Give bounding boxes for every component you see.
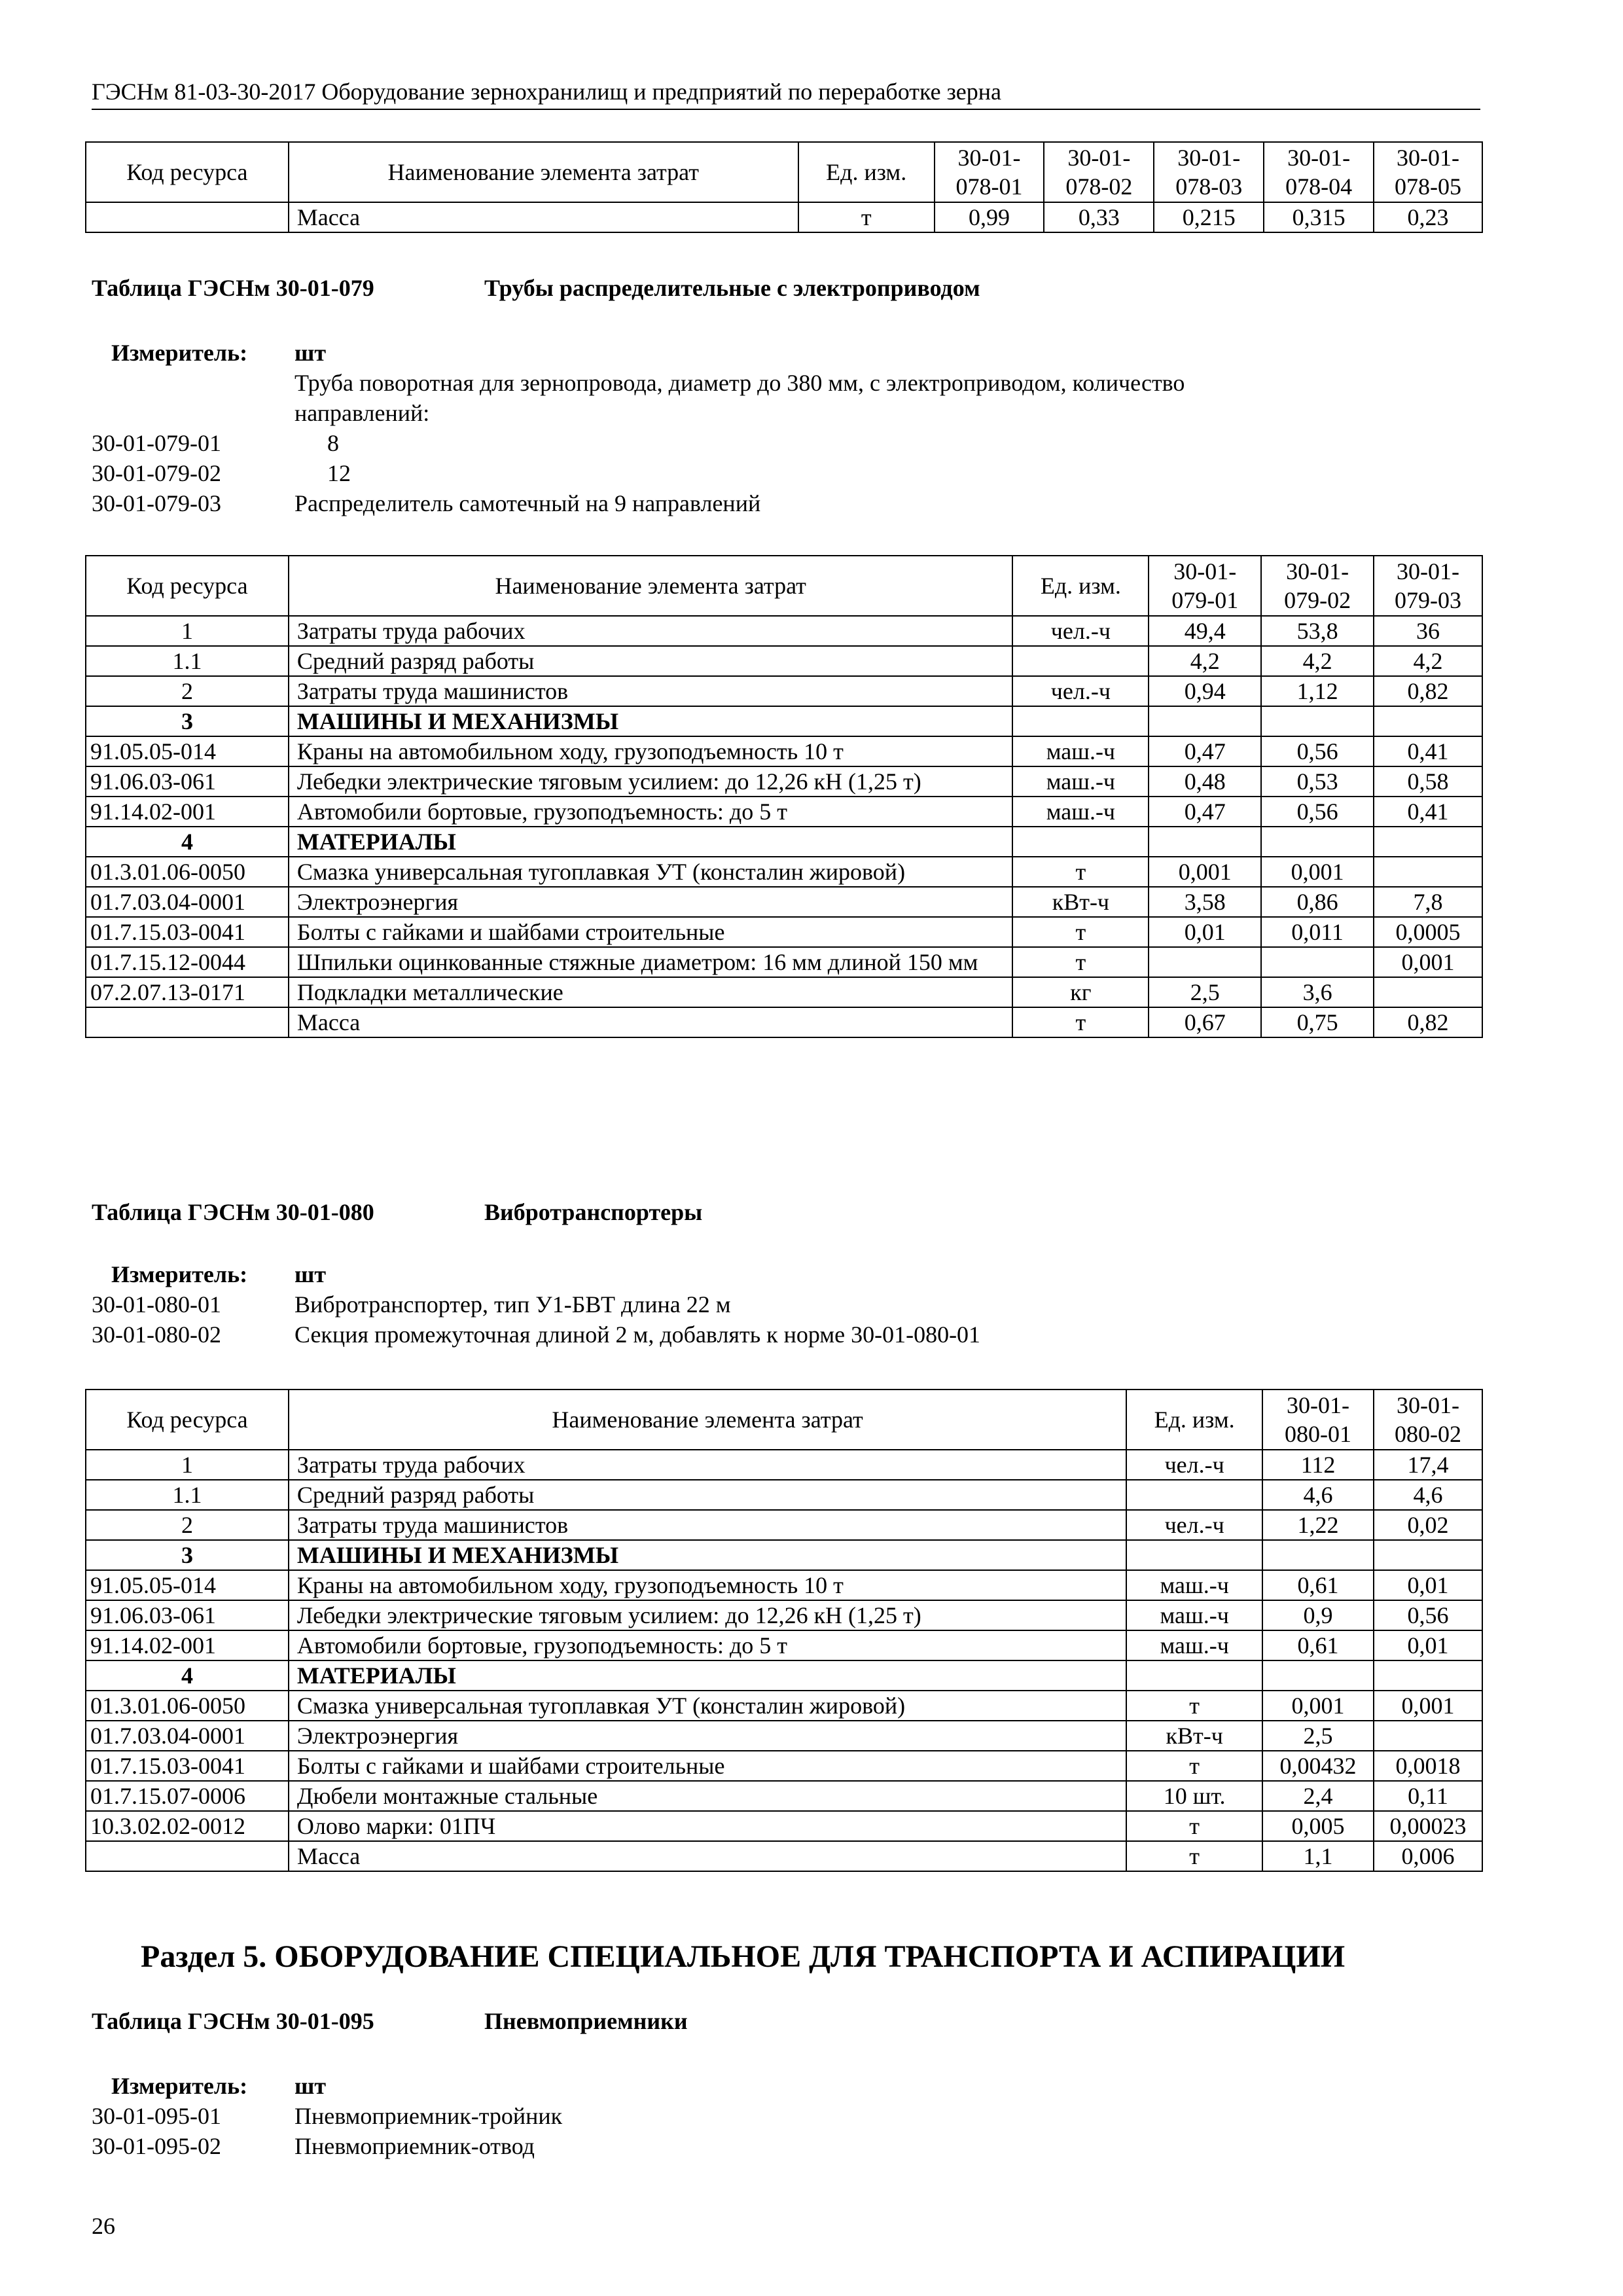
meter-unit: шт	[294, 340, 327, 366]
col-header: 30-01- 079-03	[1374, 556, 1482, 616]
cell-value: 0,001	[1261, 857, 1374, 887]
cell-code: 1	[86, 1450, 289, 1480]
cell-value: 0,94	[1149, 676, 1261, 706]
norm-text: Пневмоприемник-тройник	[294, 2103, 563, 2129]
cell-unit	[1126, 1540, 1262, 1570]
table-row	[86, 706, 1482, 736]
table-row	[86, 1721, 1482, 1751]
cell-unit: т	[1012, 857, 1149, 887]
cell-value: 1,12	[1261, 676, 1374, 706]
table-078-cont	[85, 141, 1483, 233]
meter-label: Измеритель:	[111, 340, 248, 366]
cell-value: 0,006	[1374, 1841, 1482, 1871]
cell-value: 0,75	[1261, 1007, 1374, 1037]
col-header: 30-01- 078-01	[935, 142, 1044, 202]
cell-name: Шпильки оцинкованные стяжные диаметром: 16 мм длиной 150 мм	[289, 947, 1013, 977]
table-row	[86, 766, 1482, 797]
cell-value: 0,215	[1154, 202, 1264, 232]
cell-code: 01.7.15.12-0044	[86, 947, 289, 977]
cell-value: 0,0018	[1374, 1751, 1482, 1781]
cell-value: 0,00432	[1262, 1751, 1374, 1781]
cell-unit: чел.-ч	[1126, 1450, 1262, 1480]
cell-unit: чел.-ч	[1012, 616, 1149, 646]
cell-value: 0,41	[1374, 797, 1482, 827]
cell-value: 112	[1262, 1450, 1374, 1480]
cell-name: Масса	[289, 1841, 1126, 1871]
cell-code: 1	[86, 616, 289, 646]
cell-unit: т	[1012, 1007, 1149, 1037]
norm-text: Распределитель самотечный на 9 направлений	[294, 490, 761, 516]
cell-value: 0,011	[1261, 917, 1374, 947]
cell-name: Средний разряд работы	[289, 646, 1013, 676]
cell-unit: кг	[1012, 977, 1149, 1007]
cell-unit	[1012, 706, 1149, 736]
col-header: Код ресурса	[86, 1390, 289, 1450]
table-095-title	[92, 2007, 688, 2036]
table-row	[86, 1600, 1482, 1630]
table-row	[86, 736, 1482, 766]
table-row	[86, 1781, 1482, 1811]
table-row	[86, 947, 1482, 977]
cell-code: 3	[86, 1540, 289, 1570]
norm-code: 30-01-079-03	[92, 490, 221, 516]
cell-value: 0,001	[1374, 1691, 1482, 1721]
cell-value: 3,6	[1261, 977, 1374, 1007]
cell-name: Болты с гайками и шайбами строительные	[289, 1751, 1126, 1781]
cell-code: 2	[86, 1510, 289, 1540]
meter-label: Измеритель:	[111, 1261, 248, 1287]
table-row	[86, 1751, 1482, 1781]
cell-value	[1374, 857, 1482, 887]
cell-value	[1149, 947, 1261, 977]
cell-value: 17,4	[1374, 1450, 1482, 1480]
table-row	[86, 977, 1482, 1007]
table-095-meter	[92, 2071, 1479, 2161]
cell-name: Болты с гайками и шайбами строительные	[289, 917, 1013, 947]
table-row	[86, 1660, 1482, 1691]
cell-unit: маш.-ч	[1012, 797, 1149, 827]
norm-code: 30-01-095-01	[92, 2103, 221, 2129]
cell-code: 01.3.01.06-0050	[86, 857, 289, 887]
cell-value	[1262, 1660, 1374, 1691]
cell-name: Краны на автомобильном ходу, грузоподъемность 10 т	[289, 736, 1013, 766]
cell-value: 0,56	[1261, 736, 1374, 766]
table-header-row	[86, 1390, 1482, 1450]
cell-value: 3,58	[1149, 887, 1261, 917]
cell-name: МАШИНЫ И МЕХАНИЗМЫ	[289, 706, 1013, 736]
cell-unit	[1012, 646, 1149, 676]
cell-value: 0,82	[1374, 676, 1482, 706]
col-header: Код ресурса	[86, 142, 289, 202]
table-row	[86, 1841, 1482, 1871]
cell-name: Подкладки металлические	[289, 977, 1013, 1007]
cell-name: Электроэнергия	[289, 1721, 1126, 1751]
cell-value: 0,33	[1044, 202, 1154, 232]
cell-value: 0,0005	[1374, 917, 1482, 947]
cell-name: Дюбели монтажные стальные	[289, 1781, 1126, 1811]
cell-unit: 10 шт.	[1126, 1781, 1262, 1811]
cell-code: 01.7.15.03-0041	[86, 1751, 289, 1781]
cell-value: 0,02	[1374, 1510, 1482, 1540]
col-header: 30-01- 080-02	[1374, 1390, 1482, 1450]
cell-name: Олово марки: 01ПЧ	[289, 1811, 1126, 1841]
cell-name: Затраты труда машинистов	[289, 676, 1013, 706]
meter-unit: шт	[294, 2073, 327, 2099]
cell-value: 0,11	[1374, 1781, 1482, 1811]
table-row	[86, 1630, 1482, 1660]
table-row	[86, 1570, 1482, 1600]
norm-text: Секция промежуточная длиной 2 м, добавлять к норме 30-01-080-01	[294, 1321, 981, 1348]
col-header: Ед. изм.	[1012, 556, 1149, 616]
table-row	[86, 1480, 1482, 1510]
cell-value	[1262, 1540, 1374, 1570]
cell-value	[1374, 1721, 1482, 1751]
cell-value: 0,001	[1374, 947, 1482, 977]
table-number: Таблица ГЭСНм 30-01-079	[92, 275, 374, 301]
cell-name: Средний разряд работы	[289, 1480, 1126, 1510]
cell-unit: кВт-ч	[1012, 887, 1149, 917]
cell-code: 01.7.03.04-0001	[86, 887, 289, 917]
cell-code	[86, 1007, 289, 1037]
cell-code: 91.05.05-014	[86, 736, 289, 766]
cell-value	[1374, 706, 1482, 736]
cell-value: 0,47	[1149, 736, 1261, 766]
cell-code: 1.1	[86, 646, 289, 676]
cell-unit: маш.-ч	[1012, 766, 1149, 797]
cell-value: 0,86	[1261, 887, 1374, 917]
col-header: 30-01- 078-05	[1374, 142, 1482, 202]
cell-code: 2	[86, 676, 289, 706]
norm-text: Вибротранспортер, тип У1-БВТ длина 22 м	[294, 1291, 731, 1318]
table-row	[86, 797, 1482, 827]
cell-unit: маш.-ч	[1126, 1600, 1262, 1630]
cell-value: 4,2	[1261, 646, 1374, 676]
cell-value: 0,48	[1149, 766, 1261, 797]
cell-value: 2,4	[1262, 1781, 1374, 1811]
table-row	[86, 857, 1482, 887]
norm-text: 8	[327, 430, 339, 456]
cell-value: 0,01	[1374, 1630, 1482, 1660]
cell-value	[1261, 947, 1374, 977]
table-number: Таблица ГЭСНм 30-01-080	[92, 1199, 374, 1225]
cell-value: 2,5	[1262, 1721, 1374, 1751]
cell-unit: чел.-ч	[1126, 1510, 1262, 1540]
cell-name: Краны на автомобильном ходу, грузоподъемность 10 т	[289, 1570, 1126, 1600]
cell-value	[1149, 827, 1261, 857]
cell-value: 0,01	[1149, 917, 1261, 947]
cell-value	[1261, 827, 1374, 857]
table-row	[86, 1510, 1482, 1540]
cell-code: 07.2.07.13-0171	[86, 977, 289, 1007]
norm-code: 30-01-080-01	[92, 1291, 221, 1318]
cell-unit: т	[1126, 1751, 1262, 1781]
cell-unit: т	[1012, 917, 1149, 947]
cell-value: 36	[1374, 616, 1482, 646]
cell-name: Автомобили бортовые, грузоподъемность: до 5 т	[289, 1630, 1126, 1660]
table-name: Трубы распределительные с электроприводом	[484, 275, 980, 301]
cell-name: Автомобили бортовые, грузоподъемность: до 5 т	[289, 797, 1013, 827]
cell-value: 0,00023	[1374, 1811, 1482, 1841]
table-header-row	[86, 556, 1482, 616]
table-079-meter	[92, 338, 1479, 518]
cell-value	[1374, 1540, 1482, 1570]
cell-code	[86, 1841, 289, 1871]
norm-code: 30-01-079-02	[92, 460, 221, 486]
table-row	[86, 646, 1482, 676]
cell-unit	[1012, 827, 1149, 857]
cell-value: 1,1	[1262, 1841, 1374, 1871]
cell-code: 91.14.02-001	[86, 797, 289, 827]
cell-unit: т	[1012, 947, 1149, 977]
cell-value: 0,315	[1264, 202, 1374, 232]
meter-description: направлений:	[294, 400, 430, 426]
table-header-row	[86, 142, 1482, 202]
col-header: Код ресурса	[86, 556, 289, 616]
cell-name: Масса	[289, 1007, 1013, 1037]
table-080-title	[92, 1198, 703, 1227]
meter-description: Труба поворотная для зернопровода, диаметр до 380 мм, с электроприводом, количество	[294, 370, 1185, 396]
cell-value: 2,5	[1149, 977, 1261, 1007]
cell-value	[1374, 827, 1482, 857]
table-080	[85, 1389, 1483, 1872]
cell-unit	[1126, 1480, 1262, 1510]
cell-code: 91.05.05-014	[86, 1570, 289, 1600]
table-number: Таблица ГЭСНм 30-01-095	[92, 2008, 374, 2034]
col-header: Ед. изм.	[798, 142, 935, 202]
table-row	[86, 917, 1482, 947]
cell-name: Затраты труда рабочих	[289, 616, 1013, 646]
col-header: 30-01- 079-02	[1261, 556, 1374, 616]
cell-name: МАТЕРИАЛЫ	[289, 1660, 1126, 1691]
table-row	[86, 1540, 1482, 1570]
cell-code	[86, 202, 289, 232]
norm-code: 30-01-095-02	[92, 2133, 221, 2159]
table-row	[86, 676, 1482, 706]
cell-name: Электроэнергия	[289, 887, 1013, 917]
cell-code: 01.7.15.03-0041	[86, 917, 289, 947]
col-header: 30-01- 080-01	[1262, 1390, 1374, 1450]
cell-value	[1149, 706, 1261, 736]
cell-value: 53,8	[1261, 616, 1374, 646]
cell-name: Лебедки электрические тяговым усилием: до 12,26 кН (1,25 т)	[289, 1600, 1126, 1630]
col-header: Наименование элемента затрат	[289, 142, 798, 202]
meter-label: Измеритель:	[111, 2073, 248, 2099]
table-row	[86, 1450, 1482, 1480]
cell-value: 7,8	[1374, 887, 1482, 917]
cell-value: 0,99	[935, 202, 1044, 232]
cell-value: 0,41	[1374, 736, 1482, 766]
col-header: Ед. изм.	[1126, 1390, 1262, 1450]
cell-code: 01.7.03.04-0001	[86, 1721, 289, 1751]
cell-code: 3	[86, 706, 289, 736]
col-header: Наименование элемента затрат	[289, 1390, 1126, 1450]
cell-unit: т	[1126, 1691, 1262, 1721]
section-title: Раздел 5. ОБОРУДОВАНИЕ СПЕЦИАЛЬНОЕ ДЛЯ ТРАНСПОРТА И АСПИРАЦИИ	[141, 1939, 1346, 1974]
cell-unit: кВт-ч	[1126, 1721, 1262, 1751]
col-header: Наименование элемента затрат	[289, 556, 1013, 616]
cell-value: 0,82	[1374, 1007, 1482, 1037]
table-row	[86, 1007, 1482, 1037]
table-row	[86, 887, 1482, 917]
cell-name: Затраты труда рабочих	[289, 1450, 1126, 1480]
cell-name: Смазка универсальная тугоплавкая УТ (консталин жировой)	[289, 1691, 1126, 1721]
cell-unit: т	[1126, 1841, 1262, 1871]
cell-code: 01.3.01.06-0050	[86, 1691, 289, 1721]
cell-value: 0,56	[1261, 797, 1374, 827]
cell-name: Лебедки электрические тяговым усилием: до 12,26 кН (1,25 т)	[289, 766, 1013, 797]
cell-value: 0,9	[1262, 1600, 1374, 1630]
cell-code: 01.7.15.07-0006	[86, 1781, 289, 1811]
cell-value: 0,56	[1374, 1600, 1482, 1630]
table-row	[86, 827, 1482, 857]
cell-value	[1374, 977, 1482, 1007]
cell-value: 4,6	[1262, 1480, 1374, 1510]
cell-value: 4,2	[1149, 646, 1261, 676]
cell-value: 0,61	[1262, 1570, 1374, 1600]
cell-value: 0,005	[1262, 1811, 1374, 1841]
col-header: 30-01- 079-01	[1149, 556, 1261, 616]
table-row	[86, 616, 1482, 646]
cell-value: 0,67	[1149, 1007, 1261, 1037]
col-header: 30-01- 078-03	[1154, 142, 1264, 202]
table-name: Пневмоприемники	[484, 2008, 688, 2034]
cell-code: 91.06.03-061	[86, 1600, 289, 1630]
cell-code: 91.14.02-001	[86, 1630, 289, 1660]
table-row	[86, 1691, 1482, 1721]
table-079-title	[92, 274, 980, 302]
norm-code: 30-01-080-02	[92, 1321, 221, 1348]
col-header: 30-01- 078-04	[1264, 142, 1374, 202]
table-079	[85, 555, 1483, 1038]
cell-value: 0,23	[1374, 202, 1482, 232]
cell-unit: маш.-ч	[1126, 1570, 1262, 1600]
table-row	[86, 202, 1482, 232]
cell-unit: маш.-ч	[1012, 736, 1149, 766]
cell-value: 0,61	[1262, 1630, 1374, 1660]
cell-value	[1374, 1660, 1482, 1691]
cell-value	[1261, 706, 1374, 736]
table-row	[86, 1811, 1482, 1841]
cell-value: 0,58	[1374, 766, 1482, 797]
running-header: ГЭСНм 81-03-30-2017 Оборудование зернохранилищ и предприятий по переработке зерна	[92, 77, 1480, 110]
cell-value: 0,53	[1261, 766, 1374, 797]
cell-code: 1.1	[86, 1480, 289, 1510]
cell-unit	[1126, 1660, 1262, 1691]
cell-code: 4	[86, 1660, 289, 1691]
cell-unit: т	[798, 202, 935, 232]
col-header: 30-01- 078-02	[1044, 142, 1154, 202]
table-080-meter	[92, 1259, 1479, 1350]
cell-value: 0,001	[1149, 857, 1261, 887]
cell-value: 4,6	[1374, 1480, 1482, 1510]
cell-code: 10.3.02.02-0012	[86, 1811, 289, 1841]
cell-name: МАШИНЫ И МЕХАНИЗМЫ	[289, 1540, 1126, 1570]
cell-code: 4	[86, 827, 289, 857]
cell-name: Смазка универсальная тугоплавкая УТ (консталин жировой)	[289, 857, 1013, 887]
cell-value: 0,01	[1374, 1570, 1482, 1600]
cell-value: 0,47	[1149, 797, 1261, 827]
cell-name: Масса	[289, 202, 798, 232]
cell-value: 49,4	[1149, 616, 1261, 646]
cell-name: МАТЕРИАЛЫ	[289, 827, 1013, 857]
page-number: 26	[92, 2213, 115, 2239]
cell-value: 4,2	[1374, 646, 1482, 676]
table-name: Вибротранспортеры	[484, 1199, 703, 1225]
cell-unit: т	[1126, 1811, 1262, 1841]
cell-unit: чел.-ч	[1012, 676, 1149, 706]
norm-text: Пневмоприемник-отвод	[294, 2133, 535, 2159]
norm-code: 30-01-079-01	[92, 430, 221, 456]
cell-value: 0,001	[1262, 1691, 1374, 1721]
cell-name: Затраты труда машинистов	[289, 1510, 1126, 1540]
cell-value: 1,22	[1262, 1510, 1374, 1540]
norm-text: 12	[327, 460, 351, 486]
cell-unit: маш.-ч	[1126, 1630, 1262, 1660]
meter-unit: шт	[294, 1261, 327, 1287]
cell-code: 91.06.03-061	[86, 766, 289, 797]
